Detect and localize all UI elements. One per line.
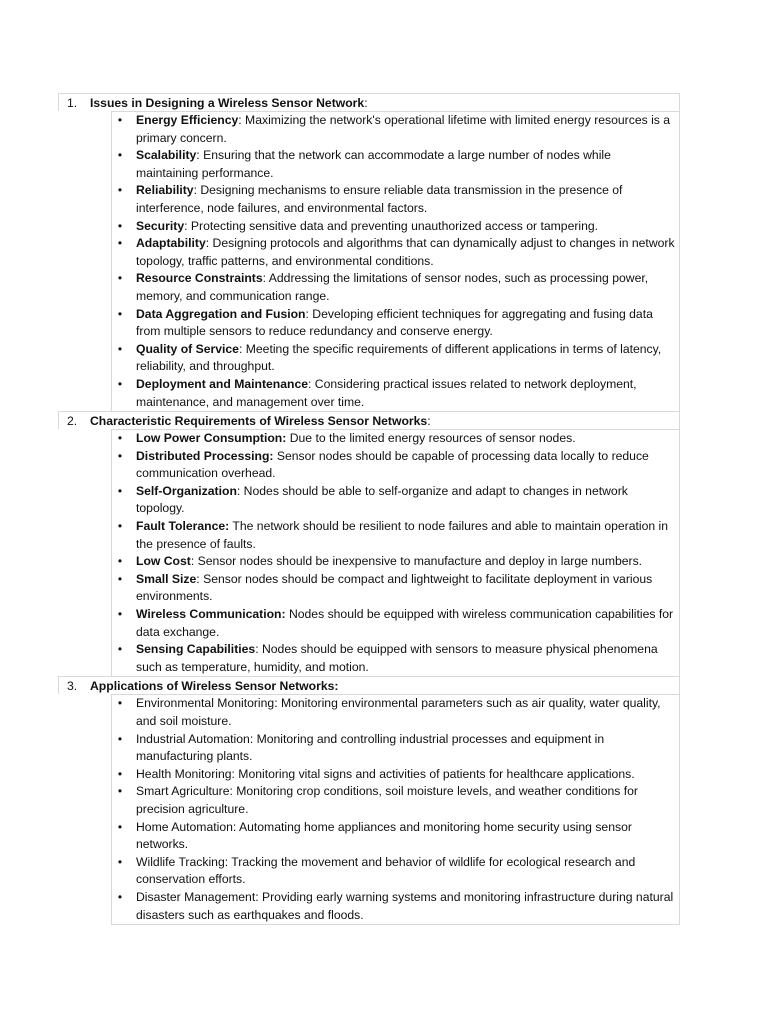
section-heading xyxy=(58,93,680,111)
list-item xyxy=(112,306,675,341)
list-item xyxy=(112,854,675,889)
item-text: : Considering practical issues related to network deployment, maintenance, and management over time. xyxy=(136,376,637,409)
item-text: Home Automation: Automating home appliances and monitoring home security using sensor networks. xyxy=(136,819,632,852)
bullet-icon: • xyxy=(117,571,123,586)
list-item xyxy=(112,641,675,676)
item-term: Distributed Processing: xyxy=(136,448,274,463)
item-text: : Sensor nodes should be inexpensive to manufacture and deploy in large numbers. xyxy=(190,554,643,569)
list-item xyxy=(112,553,675,571)
item-term: Low Power Consumption: xyxy=(136,431,287,446)
item-text: : Developing efficient techniques for aggregating and fusing data from multiple sensors to reduce redundancy and conserve energy. xyxy=(136,306,653,339)
item-term: Quality of Service xyxy=(136,341,239,356)
bullet-icon: • xyxy=(117,148,123,163)
list-item xyxy=(112,766,675,784)
section-number: 3. xyxy=(67,679,78,694)
item-term: Low Cost xyxy=(136,554,191,569)
bullet-icon: • xyxy=(117,642,123,657)
item-text: : Addressing the limitations of sensor nodes, such as processing power, memory, and communication range. xyxy=(136,271,649,303)
bullet-icon: • xyxy=(117,341,123,356)
item-term: Sensing Capabilities xyxy=(136,642,256,657)
bullet-icon: • xyxy=(117,819,123,834)
section-heading xyxy=(58,676,680,694)
item-text: Disaster Management: Providing early warning systems and monitoring infrastructure during natural disasters such as earthquakes and floods. xyxy=(136,889,674,922)
bullet-icon: • xyxy=(117,218,123,233)
bullet-icon: • xyxy=(117,784,123,799)
bullet-icon: • xyxy=(117,236,123,251)
list-item xyxy=(112,430,675,448)
item-text: Sensor nodes should be capable of processing data locally to reduce communication overhead. xyxy=(136,448,649,481)
item-term: Fault Tolerance: xyxy=(136,519,230,534)
item-term: Scalability xyxy=(136,148,197,163)
list-item xyxy=(112,783,675,818)
list-item xyxy=(112,518,675,553)
section-list-container xyxy=(111,429,680,676)
bullet-icon: • xyxy=(117,431,123,446)
list-item xyxy=(112,376,675,411)
bullet-icon: • xyxy=(117,696,123,711)
section-list-container xyxy=(111,111,680,411)
list-item xyxy=(112,606,675,641)
list-item xyxy=(112,270,675,305)
item-term: Wireless Communication: xyxy=(136,607,286,622)
bullet-icon: • xyxy=(117,854,123,869)
bullet-list xyxy=(112,430,675,676)
section-title: Applications of Wireless Sensor Networks: xyxy=(90,679,339,694)
item-text: Due to the limited energy resources of sensor nodes. xyxy=(286,431,576,446)
item-term: Reliability xyxy=(136,183,194,198)
bullet-icon: • xyxy=(117,554,123,569)
bullet-icon: • xyxy=(117,889,123,904)
item-term: Adaptability xyxy=(136,236,206,251)
bullet-icon: • xyxy=(117,519,123,534)
section-number: 2. xyxy=(67,414,78,429)
item-text: Industrial Automation: Monitoring and controlling industrial processes and equipment in manufacturing plants. xyxy=(136,731,605,764)
list-item xyxy=(112,571,675,606)
item-text: : Sensor nodes should be compact and lightweight to facilitate deployment in various environments. xyxy=(136,571,653,604)
bullet-icon: • xyxy=(117,271,123,286)
list-item xyxy=(112,448,675,483)
item-text: : Protecting sensitive data and preventing unauthorized access or tampering. xyxy=(184,218,599,233)
item-text: Nodes should be equipped with wireless communication capabilities for data exchange. xyxy=(136,607,674,639)
section-list-container xyxy=(111,694,680,925)
item-text: Smart Agriculture: Monitoring crop conditions, soil moisture levels, and weather conditions for precision agriculture. xyxy=(136,784,638,816)
item-term: Security xyxy=(136,218,185,233)
list-item xyxy=(112,889,675,924)
bullet-list xyxy=(112,695,675,924)
section-heading xyxy=(58,411,680,429)
item-term: Small Size xyxy=(136,571,197,586)
item-text: Environmental Monitoring: Monitoring environmental parameters such as air quality, water quality, and soil moisture. xyxy=(136,696,661,728)
item-text: : Nodes should be equipped with sensors to measure physical phenomena such as temperature, humidity, and motion. xyxy=(136,642,658,674)
item-text: : Maximizing the network's operational lifetime with limited energy resources is a primary concern. xyxy=(136,113,671,145)
item-text: Wildlife Tracking: Tracking the movement and behavior of wildlife for ecological research and conservation efforts. xyxy=(136,854,636,887)
bullet-icon: • xyxy=(117,113,123,127)
list-item xyxy=(112,341,675,376)
section-title: Issues in Designing a Wireless Sensor Network: xyxy=(90,96,368,110)
list-item xyxy=(112,218,675,236)
bullet-icon: • xyxy=(117,766,123,781)
item-text: : Nodes should be able to self-organize and adapt to changes in network topology. xyxy=(136,483,628,516)
list-item xyxy=(112,147,675,182)
item-text: : Ensuring that the network can accommodate a large number of nodes while maintaining performance. xyxy=(136,148,611,180)
item-text: : Meeting the specific requirements of different applications in terms of latency, reliability, and throughput. xyxy=(136,341,662,374)
bullet-icon: • xyxy=(117,448,123,463)
bullet-icon: • xyxy=(117,376,123,391)
bullet-icon: • xyxy=(117,607,123,622)
list-item xyxy=(112,235,675,270)
list-item xyxy=(112,112,675,147)
item-term: Energy Efficiency xyxy=(136,113,239,127)
list-item xyxy=(112,182,675,217)
list-item xyxy=(112,483,675,518)
bullet-icon: • xyxy=(117,306,123,321)
list-item xyxy=(112,695,675,730)
list-item xyxy=(112,819,675,854)
bullet-icon: • xyxy=(117,183,123,198)
section-title: Characteristic Requirements of Wireless Sensor Networks: xyxy=(90,414,431,429)
section-number: 1. xyxy=(67,96,78,110)
item-term: Deployment and Maintenance xyxy=(136,376,309,391)
item-text: The network should be resilient to node failures and able to maintain operation in the presence of faults. xyxy=(136,519,669,551)
item-term: Data Aggregation and Fusion xyxy=(136,306,306,321)
document xyxy=(58,93,680,925)
item-text: : Designing protocols and algorithms that can dynamically adjust to changes in network topology, traffic patterns, and environmental conditions. xyxy=(136,236,675,268)
item-text: Health Monitoring: Monitoring vital signs and activities of patients for healthcare applications. xyxy=(136,766,635,781)
bullet-icon: • xyxy=(117,731,123,746)
bullet-list xyxy=(112,112,675,411)
bullet-icon: • xyxy=(117,483,123,498)
item-term: Resource Constraints xyxy=(136,271,263,286)
list-item xyxy=(112,731,675,766)
item-text: : Designing mechanisms to ensure reliable data transmission in the presence of interference, node failures, and environmental factors. xyxy=(136,183,623,215)
item-term: Self-Organization xyxy=(136,483,237,498)
